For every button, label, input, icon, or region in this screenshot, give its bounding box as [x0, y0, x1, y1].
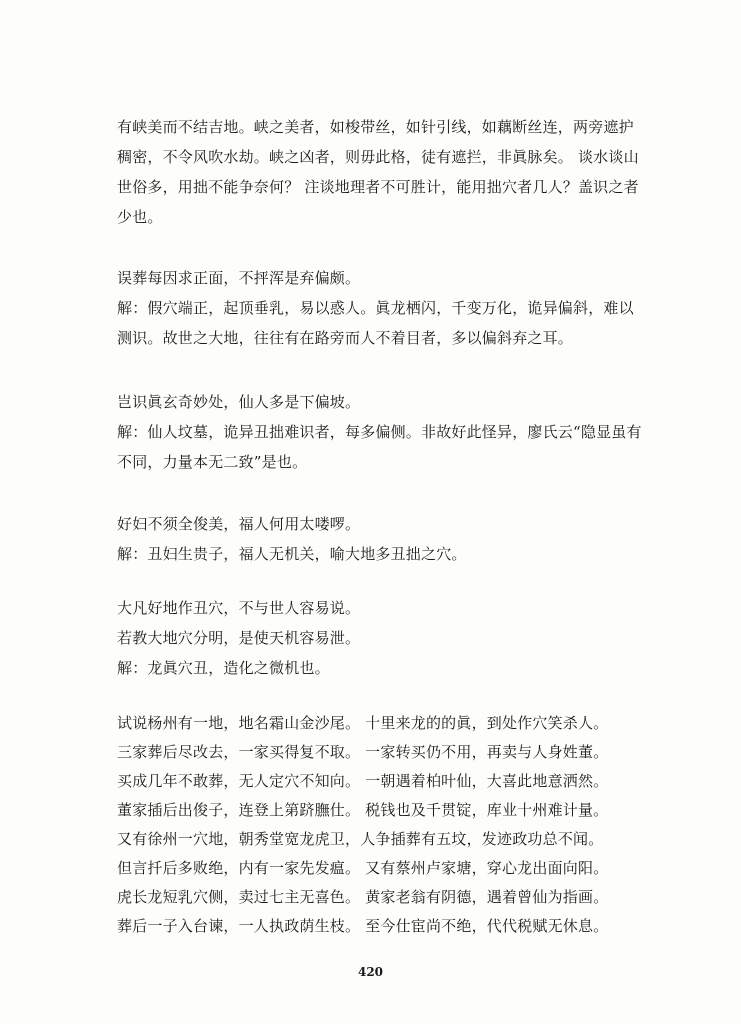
- commentary-line: 测识。故世之大地，往往有在路旁而人不着目者，多以偏斜弃之耳。: [117, 329, 574, 347]
- verse-line: 三家葬后尽改去，一家买得复不取。 一家转买仍不用，再卖与人身姓董。: [117, 743, 609, 761]
- paragraph-1: [117, 115, 657, 230]
- verse-line: 岂识眞玄奇妙处，仙人多是下偏坡。: [117, 393, 361, 411]
- verse-line: 但言扦后多败绝，内有一家先发瘟。 又有蔡州卢家塘，穿心龙出面向阳。: [117, 859, 609, 877]
- paragraph-6: [117, 711, 657, 939]
- verse-line: 试说杨州有一地，地名霜山金沙尾。 十里来龙的的眞，到处作穴笑杀人。: [117, 714, 609, 732]
- verse-line: 买成几年不敢葬，无人定穴不知向。 一朝遇着柏叶仙，大喜此地意洒然。: [117, 772, 609, 790]
- verse-line: 董家插后出俊子，连登上第跻膴仕。 税钱也及千贯锭，库业十州难计量。: [117, 801, 609, 819]
- verse-line: 又有徐州一穴地，朝秀堂宽龙虎卫，人争插葬有五坟，发迹政功总不闻。: [117, 830, 604, 848]
- paragraph-2: [117, 266, 657, 351]
- text-line: 少也。: [117, 208, 163, 226]
- paragraph-5: [117, 596, 657, 681]
- text-line: 世俗多，用拙不能争奈何？ 注谈地理者不可胜计，能用拙穴者几人？盖识之者: [117, 178, 639, 196]
- paragraph-4: [117, 512, 657, 567]
- commentary-line: 解：丑妇生贵子，福人无机关，喻大地多丑拙之穴。: [117, 545, 467, 563]
- verse-line: 葬后一子入台谏，一人执政荫生枝。 至今仕宦尚不绝，代代税赋无休息。: [117, 917, 609, 935]
- verse-line: 误葬每因求正面，不抨浑是弃偏颇。: [117, 269, 361, 287]
- text-line: 有峡美而不结吉地。峡之美者，如梭带丝，如针引线，如藕断丝连，两旁遮护: [117, 118, 634, 136]
- verse-line: 大凡好地作丑穴，不与世人容易说。: [117, 599, 361, 617]
- page-number: 420: [357, 965, 384, 979]
- commentary-line: 解：仙人坟墓，诡异丑拙难识者，每多偏侧。非故好此怪异，廖氏云“隐显虽有: [117, 423, 642, 441]
- verse-line: 虎长龙短乳穴侧，卖过七主无喜色。 黄家老翁有阴德，遇着曾仙为指画。: [117, 888, 609, 906]
- text-line: 稠密，不令风吹水劫。峡之凶者，则毋此格，徒有遮拦，非眞脉矣。 谈水谈山: [117, 148, 639, 166]
- commentary-line: 解：假穴端正，起顶垂乳，易以惑人。眞龙栖闪，千变万化，诡异偏斜，难以: [117, 299, 634, 317]
- paragraph-3: [117, 390, 657, 475]
- commentary-line: 解：龙眞穴丑，造化之微机也。: [117, 659, 330, 677]
- verse-line: 若教大地穴分明，是使天机容易泄。: [117, 629, 361, 647]
- verse-line: 好妇不须全俊美，福人何用太喽啰。: [117, 515, 361, 533]
- commentary-line: 不同，力量本无二致”是也。: [117, 453, 308, 471]
